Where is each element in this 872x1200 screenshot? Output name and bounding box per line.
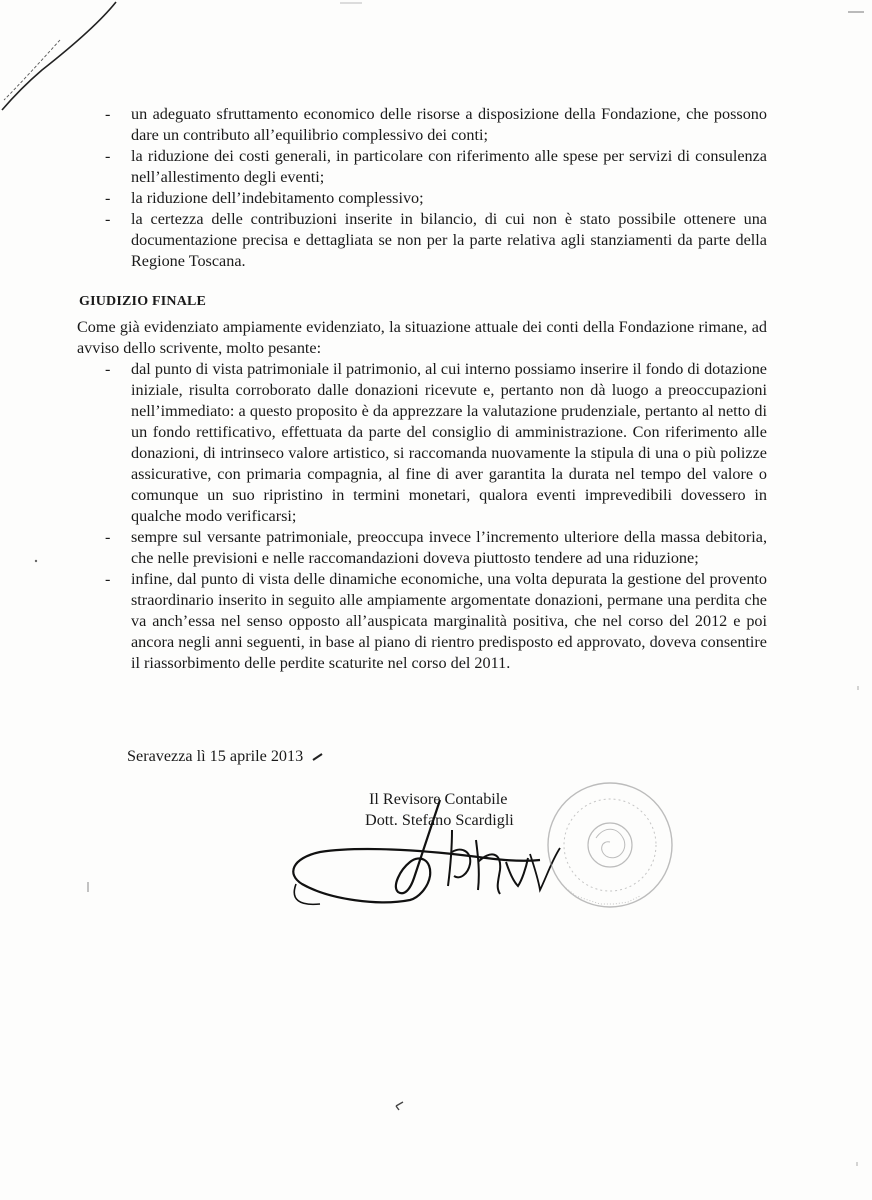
section-heading: GIUDIZIO FINALE bbox=[79, 294, 207, 309]
signature-name: Dott. Stefano Scardigli bbox=[365, 811, 514, 829]
place-date-text: Seravezza lì 15 aprile 2013 bbox=[127, 747, 304, 765]
list-item: - un adeguato sfruttamento economico delle risorse a disposizione della Fondazione, che possono dare un contributo all’equilibrio complessivo dei conti; bbox=[131, 104, 767, 146]
list-item: - la riduzione dell’indebitamento complessivo; bbox=[131, 188, 767, 209]
official-stamp bbox=[548, 783, 672, 907]
list-item: - dal punto di vista patrimoniale il patrimonio, al cui interno possiamo inserire il fondo di dotazione iniziale, risulta corroborato dalle donazioni ricevute e, pertanto non dà luogo a preoccupazioni nell’immediato: a questo proposito è da apprezzare la valutazione prudenziale, pertanto al netto di un fondo rettificativo, effettuata da parte del consiglio di amministrazione. Con riferimento alle donazioni, di intrinseco valore artistico, si raccomanda nuovamente la stipula di una o più polizze assicurative, con primaria compagnia, al fine di aver garantita la durata nel tempo del valore o comunque un suo ripristino in termini monetari, qualora eventi imprevedibili dovessero in qualche modo verificarsi; bbox=[131, 359, 767, 527]
signature-role: Il Revisore Contabile bbox=[369, 790, 508, 808]
list-item: - la certezza delle contribuzioni inserite in bilancio, di cui non è stato possibile ottenere una documentazione precisa e dettagliata se non per la parte relativa agli stanziamenti da parte della Regione Toscana. bbox=[131, 209, 767, 272]
list-item: - sempre sul versante patrimoniale, preoccupa invece l’incremento ulteriore della massa debitoria, che nelle previsioni e nelle raccomandazioni doveva piuttosto tendere ad una riduzione; bbox=[131, 527, 767, 569]
section-intro-paragraph: Come già evidenziato ampiamente evidenziato, la situazione attuale dei conti della Fondazione rimane, ad avviso dello scrivente, molto pesante: bbox=[77, 318, 767, 357]
list-item: - infine, dal punto di vista delle dinamiche economiche, una volta depurata la gestione del provento straordinario inserito in seguito alle ampiamente argomentate donazioni, permane una perdita che va anch’essa nel senso opposto all’auspicata marginalità positiva, che nel corso del 2012 e poi ancora negli anni seguenti, in base al piano di rientro predisposto ed approvato, doveva consentire il riassorbimento delle perdite scaturite nel corso del 2011. bbox=[131, 569, 767, 674]
list-item: - la riduzione dei costi generali, in particolare con riferimento alle spese per servizi di consulenza nell’allestimento degli eventi; bbox=[131, 146, 767, 188]
